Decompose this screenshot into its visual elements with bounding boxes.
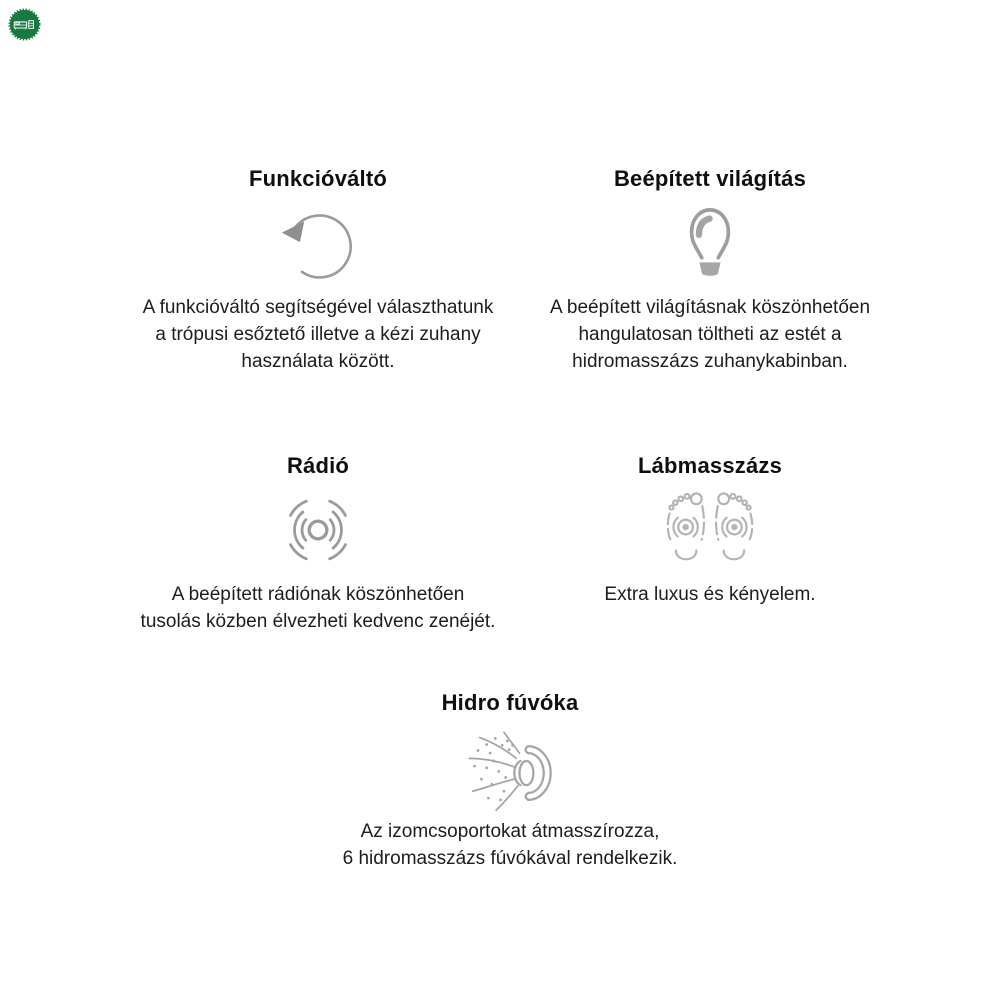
- rotate-arrow-icon: [275, 200, 361, 286]
- foot-massage-icon: [666, 490, 754, 570]
- feature-title: Funkcióváltó: [248, 166, 388, 191]
- icon-container: [500, 479, 920, 581]
- feature-radio: [98, 453, 538, 635]
- feature-title: Beépített világítás: [613, 166, 807, 191]
- feature-hydro-jet: [280, 690, 740, 872]
- lightbulb-icon: [664, 197, 756, 289]
- feature-title: Rádió: [286, 453, 350, 478]
- feature-description: A funkcióváltó segítségével választhatunk a trópusi esőztető illetve a kézi zuhany használata között.: [142, 297, 494, 372]
- feature-function-switch: [98, 166, 538, 375]
- feature-description: Az izomcsoportokat átmasszírozza, 6 hidromasszázs fúvókával rendelkezik.: [342, 821, 678, 869]
- store-logo-badge: [8, 8, 41, 41]
- radio-waves-icon: [276, 488, 360, 572]
- icon-container: [98, 479, 538, 581]
- feature-title: Hidro fúvóka: [441, 690, 579, 715]
- feature-foot-massage: [500, 453, 920, 608]
- furniture-store-logo-icon: [8, 8, 41, 41]
- icon-container: [98, 192, 538, 294]
- feature-description: A beépített világításnak köszönhetően hangulatosan töltheti az estét a hidromasszázs zuhanykabinban.: [549, 297, 871, 372]
- feature-description: Extra luxus és kényelem.: [604, 584, 816, 605]
- feature-title: Lábmasszázs: [637, 453, 783, 478]
- feature-built-in-lighting: [500, 166, 920, 375]
- icon-container: [500, 192, 920, 294]
- water-jet-icon: [462, 722, 558, 812]
- icon-container: [280, 716, 740, 818]
- feature-description: A beépített rádiónak köszönhetően tusolás közben élvezheti kedvenc zenéjét.: [140, 584, 496, 632]
